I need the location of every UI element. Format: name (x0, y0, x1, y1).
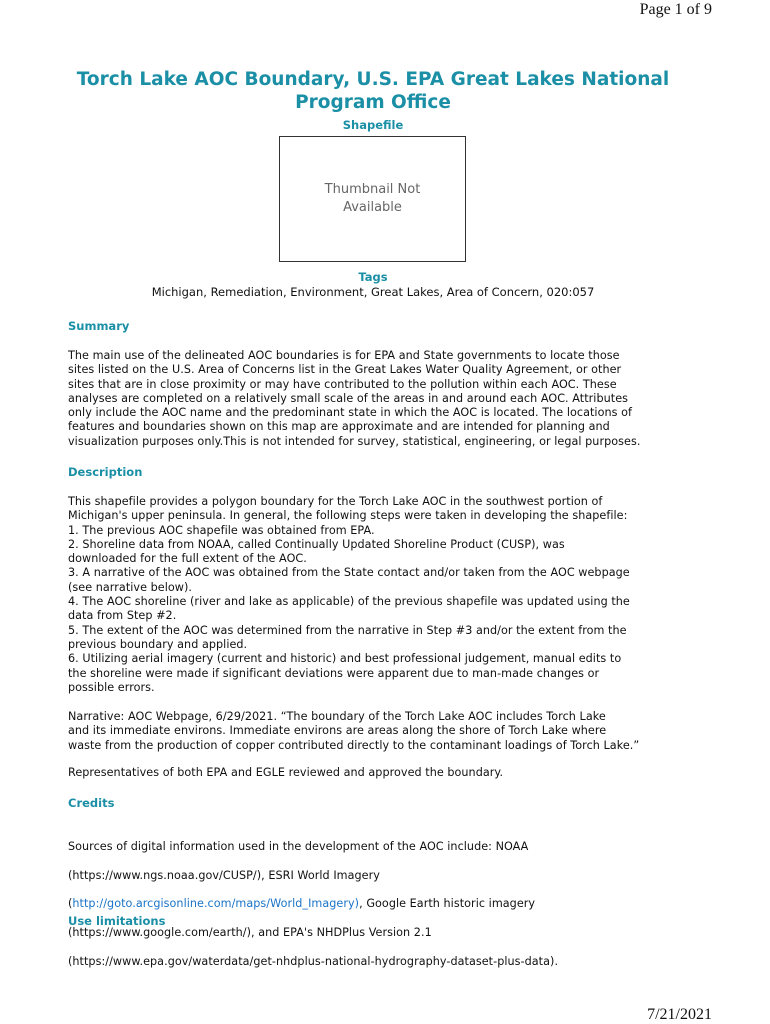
credits-line: (https://www.ngs.noaa.gov/CUSP/), ESRI World Imagery (68, 868, 380, 882)
thumbnail-placeholder (279, 136, 466, 262)
description-narrative: Narrative: AOC Webpage, 6/29/2021. “The boundary of the Torch Lake AOC includes Torch Lake and its immediate environs. Immediate environs are areas along the shore of Torch Lake where waste from the production of copper contributed directly to the contaminant loadings of Torch Lake.” (68, 710, 640, 752)
arcgis-link[interactable]: http://goto.arcgisonline.com/maps/World_Imagery) (72, 897, 360, 911)
use-limitations-heading: Use limitations (68, 914, 166, 928)
credits-line: (http://goto.arcgisonline.com/maps/World_Imagery), Google Earth historic imagery (68, 897, 536, 911)
credits-line: (https://www.google.com/earth/), and EPA's NHDPlus Version 2.1 (68, 926, 432, 940)
document-type: Shapefile (342, 118, 404, 132)
footer-date: 7/21/2021 (647, 1006, 712, 1023)
credits-text (68, 826, 668, 983)
tags-label: Tags (358, 270, 388, 284)
description-steps: This shapefile provides a polygon boundary for the Torch Lake AOC in the southwest portion of Michigan's upper peninsula. In general, the following steps were taken in developing the shapefile: 1. The previous AOC shapefile was obtained from EPA. 2. Shoreline data from NOAA, called Continually Updated Shoreline Product (CUSP), was downloaded for the full extent of the AOC. 3. A narrative of the AOC was obtained from the State contact and/or taken from the AOC webpage (see narrative below). 4. The AOC shoreline (river and lake as applicable) of the previous shapefile was updated using the data from Step #2. 5. The extent of the AOC was determined from the narrative in Step #3 and/or the extent from the previous boundary and applied. 6. Utilizing aerial imagery (current and historic) and best professional judgement, manual edits to the shoreline were made if significant deviations were apparent due to man-made changes or possible errors. (68, 495, 630, 694)
description-review: Representatives of both EPA and EGLE reviewed and approved the boundary. (68, 766, 504, 779)
summary-text: The main use of the delineated AOC boundaries is for EPA and State governments to locate those sites listed on the U.S. Area of Concerns list in the Great Lakes Water Quality Agreement, or other sites that are in close proximity or may have contributed to the pollution within each AOC. These analyses are completed on a relatively small scale of the areas in and around each AOC. Attributes only include the AOC name and the predominant state in which the AOC is located. The locations of features and boundaries shown on this map are approximate and are intended for planning and visualization purposes only.This is not intended for survey, statistical, engineering, or legal purposes. (68, 349, 641, 448)
credits-line: Sources of digital information used in the development of the AOC include: NOAA (68, 840, 529, 854)
page-number: Page 1 of 9 (639, 1, 712, 18)
credits-heading: Credits (68, 796, 115, 810)
tags-value: Michigan, Remediation, Environment, Great Lakes, Area of Concern, 020:057 (151, 285, 595, 299)
thumbnail-text: Thumbnail Not Available (324, 182, 421, 215)
description-heading: Description (68, 465, 143, 479)
credits-line: (https://www.epa.gov/waterdata/get-nhdplus-national-hydrography-dataset-plus-data). (68, 954, 559, 968)
summary-heading: Summary (68, 319, 130, 333)
document-title: Torch Lake AOC Boundary, U.S. EPA Great Lakes National Program Office (76, 69, 670, 113)
